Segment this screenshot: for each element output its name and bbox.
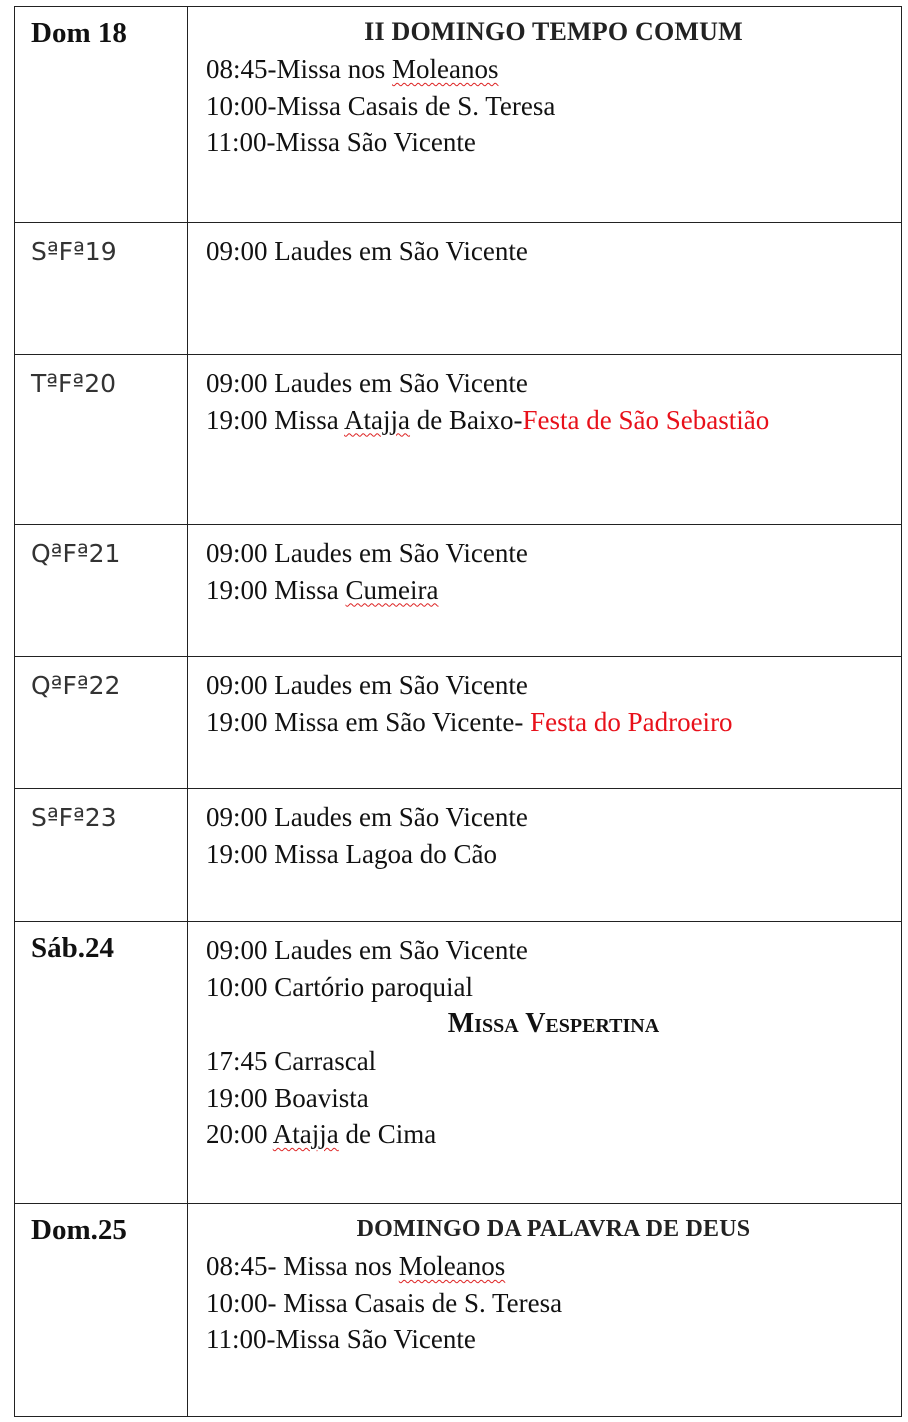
content-cell xyxy=(188,657,902,789)
content-cell xyxy=(188,1204,902,1417)
day-label: Dom.25 xyxy=(31,1214,127,1246)
schedule-line: 10:00- Missa Casais de S. Teresa xyxy=(206,1287,563,1318)
day-cell xyxy=(15,922,188,1204)
day-label: Dom 18 xyxy=(31,17,127,49)
day-heading: II DOMINGO TEMPO COMUM xyxy=(364,17,743,46)
place-name: Atajja xyxy=(344,404,411,435)
day-cell xyxy=(15,657,188,789)
schedule-line: 10:00-Missa Casais de S. Teresa xyxy=(206,90,556,121)
line-text: 08:45-Missa nos xyxy=(206,54,393,84)
day-cell xyxy=(15,7,188,223)
line-text: 19:00 Missa em São Vicente- xyxy=(206,706,531,737)
line-text: 20:00 xyxy=(206,1119,273,1149)
line-text: 19:00 Missa xyxy=(206,574,346,605)
day-label: SªFª23 xyxy=(31,803,117,832)
line-text: 08:45- Missa nos xyxy=(206,1251,399,1281)
schedule-line xyxy=(206,1116,901,1153)
table-row xyxy=(15,657,902,789)
place-name: Atajja xyxy=(272,1119,339,1149)
day-cell xyxy=(15,223,188,355)
content-cell xyxy=(188,355,902,525)
schedule-line xyxy=(206,402,901,439)
place-name: Moleanos xyxy=(392,54,499,84)
content-cell xyxy=(188,223,902,355)
day-label: QªFª22 xyxy=(31,671,121,700)
table-row xyxy=(15,922,902,1204)
content-cell xyxy=(188,525,902,657)
schedule-line: 11:00-Missa São Vicente xyxy=(206,127,476,157)
schedule-line: 09:00 Laudes em São Vicente xyxy=(206,368,528,398)
schedule-line: 09:00 Laudes em São Vicente xyxy=(206,538,528,568)
schedule-line: 19:00 Missa Lagoa do Cão xyxy=(206,838,497,869)
schedule-line: 11:00-Missa São Vicente xyxy=(206,1324,476,1354)
day-label: QªFª21 xyxy=(31,539,121,568)
schedule-line: 19:00 Boavista xyxy=(206,1082,369,1113)
day-label: SªFª19 xyxy=(31,237,117,266)
day-cell xyxy=(15,1204,188,1417)
content-cell xyxy=(188,7,902,223)
table-row xyxy=(15,525,902,657)
line-text: de Baixo- xyxy=(410,404,523,435)
line-text: 19:00 Missa xyxy=(206,404,345,435)
day-cell xyxy=(15,525,188,657)
schedule-table xyxy=(14,6,902,1417)
schedule-line xyxy=(206,704,901,741)
day-cell xyxy=(15,355,188,525)
schedule-line xyxy=(206,572,901,609)
day-label: Sáb.24 xyxy=(31,932,115,964)
feast-highlight: Festa de São Sebastião xyxy=(522,404,770,435)
table-row xyxy=(15,7,902,223)
schedule-line xyxy=(206,1248,901,1285)
table-row xyxy=(15,355,902,525)
vespers-heading: Missa Vespertina xyxy=(447,1008,660,1039)
schedule-line: 09:00 Laudes em São Vicente xyxy=(206,802,528,832)
content-cell xyxy=(188,922,902,1204)
schedule-line: 09:00 Laudes em São Vicente xyxy=(206,935,528,965)
schedule-line: 17:45 Carrascal xyxy=(206,1046,377,1076)
table-row xyxy=(15,789,902,922)
content-cell xyxy=(188,789,902,922)
table-row xyxy=(15,223,902,355)
day-heading: DOMINGO DA PALAVRA DE DEUS xyxy=(356,1216,751,1242)
schedule-line: 09:00 Laudes em São Vicente xyxy=(206,670,528,700)
schedule-line xyxy=(206,51,901,88)
feast-highlight: Festa do Padroeiro xyxy=(530,706,733,737)
line-text: de Cima xyxy=(338,1119,437,1149)
day-label: TªFª20 xyxy=(31,369,117,398)
place-name: Cumeira xyxy=(345,574,439,605)
table-row xyxy=(15,1204,902,1417)
schedule-line: 09:00 Laudes em São Vicente xyxy=(206,236,528,266)
place-name: Moleanos xyxy=(398,1251,506,1281)
day-cell xyxy=(15,789,188,922)
schedule-line: 10:00 Cartório paroquial xyxy=(206,971,473,1002)
